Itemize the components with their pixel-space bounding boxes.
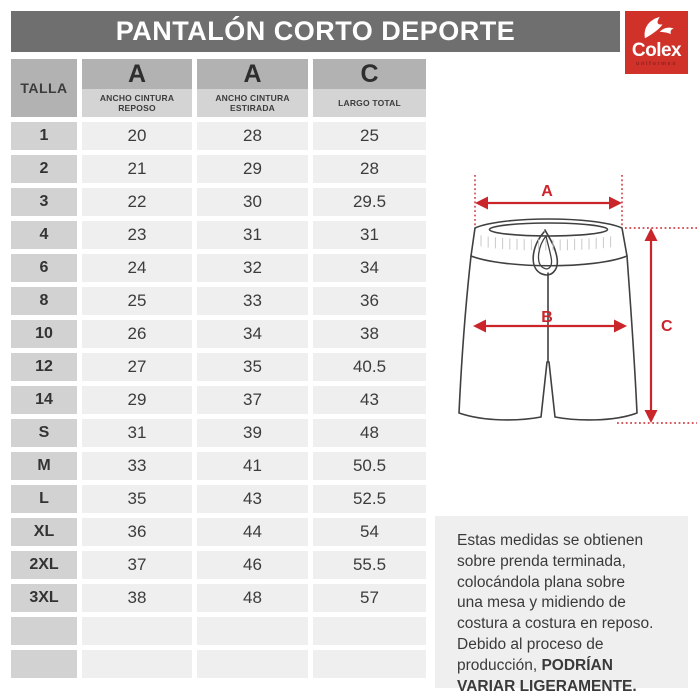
sublabel-line2: REPOSO: [118, 103, 156, 113]
size-row-label: L: [11, 485, 77, 513]
size-value-col2: 57: [313, 584, 426, 612]
size-value-col0: 26: [82, 320, 192, 348]
size-value-col0: 25: [82, 287, 192, 315]
label-C: C: [661, 318, 673, 335]
size-row-label: XL: [11, 518, 77, 546]
note-line: Estas medidas se obtienen: [457, 532, 644, 549]
size-value-col2: 25: [313, 122, 426, 150]
empty-row-value: [313, 617, 426, 645]
note-line: colocándola plana sobre: [457, 573, 626, 591]
size-row-label: 1: [11, 122, 77, 150]
arrow-A: [475, 183, 622, 210]
sublabel-line1: LARGO TOTAL: [338, 98, 401, 108]
note-line: VARIAR LIGERAMENTE.: [457, 677, 637, 695]
size-value-col1: 31: [197, 221, 308, 249]
brand-logo: [625, 11, 688, 74]
size-row-label: 6: [11, 254, 77, 282]
brand-tagline: uniformes: [636, 61, 677, 67]
size-value-col2: 43: [313, 386, 426, 414]
empty-row-value: [197, 617, 308, 645]
size-value-col1: 41: [197, 452, 308, 480]
size-row-label: M: [11, 452, 77, 480]
size-value-col0: 23: [82, 221, 192, 249]
empty-row-label: [11, 650, 77, 678]
size-row-label: 8: [11, 287, 77, 315]
size-value-col2: 54: [313, 518, 426, 546]
size-value-col0: 38: [82, 584, 192, 612]
size-row-label: 2XL: [11, 551, 77, 579]
sublabel-line2: ESTIRADA: [229, 103, 276, 113]
measure-column-header-1: [197, 59, 308, 117]
shorts-measurement-diagram: [435, 130, 700, 460]
size-value-col0: 29: [82, 386, 192, 414]
size-value-col1: 29: [197, 155, 308, 183]
size-value-col2: 52.5: [313, 485, 426, 513]
size-row-label: 4: [11, 221, 77, 249]
size-value-col2: 31: [313, 221, 426, 249]
column-sublabel: [197, 89, 308, 117]
measure-column-header-2: [313, 59, 426, 117]
size-value-col0: 33: [82, 452, 192, 480]
size-row-label: 12: [11, 353, 77, 381]
title-bar: [11, 11, 620, 52]
size-value-col0: 20: [82, 122, 192, 150]
empty-row-value: [82, 650, 192, 678]
column-sublabel: [313, 89, 426, 117]
size-value-col2: 34: [313, 254, 426, 282]
note-line: una mesa y midiendo de: [457, 594, 626, 612]
size-column-header: TALLA: [11, 59, 77, 117]
size-value-col1: 46: [197, 551, 308, 579]
size-value-col1: 35: [197, 353, 308, 381]
note-line: Debido al proceso de: [457, 635, 604, 653]
size-value-col1: 48: [197, 584, 308, 612]
size-table: [11, 59, 426, 678]
empty-row-value: [197, 650, 308, 678]
size-value-col1: 37: [197, 386, 308, 414]
size-value-col1: 30: [197, 188, 308, 216]
size-value-col0: 22: [82, 188, 192, 216]
sublabel-line1: ANCHO CINTURA: [99, 93, 175, 103]
empty-row-label: [11, 617, 77, 645]
size-row-label: 3XL: [11, 584, 77, 612]
size-value-col1: 43: [197, 485, 308, 513]
size-value-col0: 31: [82, 419, 192, 447]
size-value-col2: 38: [313, 320, 426, 348]
size-row-label: 3: [11, 188, 77, 216]
sublabel-line1: ANCHO CINTURA: [215, 93, 290, 103]
size-value-col2: 40.5: [313, 353, 426, 381]
size-value-col2: 36: [313, 287, 426, 315]
column-sublabel: [82, 89, 192, 117]
size-value-col0: 36: [82, 518, 192, 546]
size-value-col2: 55.5: [313, 551, 426, 579]
size-value-col1: 32: [197, 254, 308, 282]
note-line: sobre prenda terminada,: [457, 552, 626, 570]
size-value-col1: 39: [197, 419, 308, 447]
size-row-label: 10: [11, 320, 77, 348]
size-value-col0: 24: [82, 254, 192, 282]
column-letter: A: [197, 59, 308, 89]
size-value-col0: 21: [82, 155, 192, 183]
label-B: B: [541, 309, 553, 326]
size-value-col0: 27: [82, 353, 192, 381]
size-row-label: 2: [11, 155, 77, 183]
size-value-col1: 34: [197, 320, 308, 348]
size-value-col2: 28: [313, 155, 426, 183]
measurement-note: [435, 516, 688, 695]
empty-row-value: [313, 650, 426, 678]
size-value-col0: 35: [82, 485, 192, 513]
page-title: PANTALÓN CORTO DEPORTE: [115, 16, 516, 46]
wing-bird-icon: [638, 16, 676, 42]
size-value-col2: 29.5: [313, 188, 426, 216]
note-line: costura a costura en reposo.: [457, 615, 654, 633]
size-value-col2: 50.5: [313, 452, 426, 480]
empty-row-value: [82, 617, 192, 645]
measure-column-header-0: [82, 59, 192, 117]
size-row-label: S: [11, 419, 77, 447]
size-row-label: 14: [11, 386, 77, 414]
column-letter: C: [313, 59, 426, 89]
size-value-col1: 28: [197, 122, 308, 150]
size-value-col2: 48: [313, 419, 426, 447]
label-A: A: [541, 183, 553, 200]
note-line: producción, PODRÍAN: [457, 656, 613, 674]
brand-name: Colex: [631, 40, 682, 61]
size-value-col1: 33: [197, 287, 308, 315]
arrow-C: [645, 228, 674, 423]
column-letter: A: [82, 59, 192, 89]
size-value-col0: 37: [82, 551, 192, 579]
size-value-col1: 44: [197, 518, 308, 546]
